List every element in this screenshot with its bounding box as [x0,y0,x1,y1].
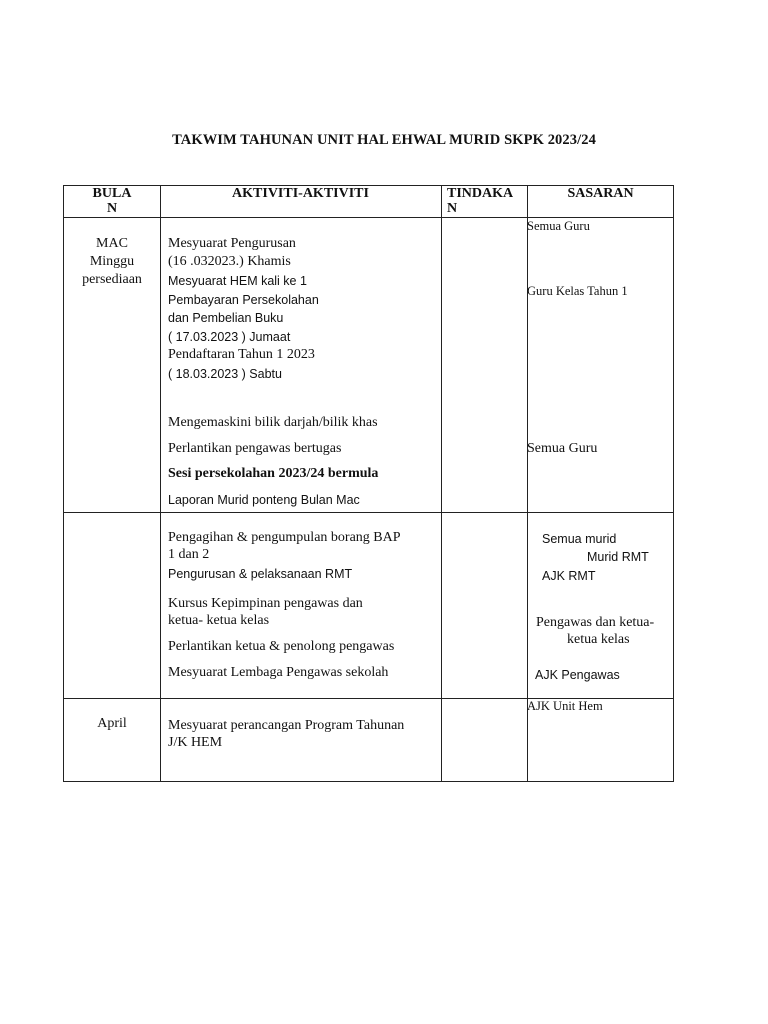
activity-item: (16 .032023.) Khamis [168,254,291,269]
column-divider [441,186,442,781]
sasaran-item: Guru Kelas Tahun 1 [527,284,628,298]
month-cell-mac [64,235,160,289]
activity-item: Mengemaskini bilik darjah/bilik khas [168,415,378,430]
document-title: TAKWIM TAHUNAN UNIT HAL EHWAL MURID SKPK 2023/24 [172,132,596,148]
activity-item: J/K HEM [168,735,223,750]
row-divider [64,512,673,513]
activity-item: Perlantikan ketua & penolong pengawas [168,639,395,654]
sasaran-item: Pengawas dan ketua- [536,615,655,630]
header-tindakan [447,186,527,217]
activity-item: ( 18.03.2023 ) Sabtu [168,367,282,381]
month-cell-april [64,715,160,733]
activity-item: ketua- ketua kelas [168,613,270,628]
activity-item: Laporan Murid ponteng Bulan Mac [168,493,360,507]
activity-item: Pendaftaran Tahun 1 2023 [168,347,315,362]
row-divider [64,217,673,218]
header-tindakan-line2: N [447,201,458,217]
header-sasaran: SASARAN [567,186,634,201]
sasaran-item: ketua kelas [567,632,630,647]
header-aktiviti: AKTIVITI-AKTIVITI [232,186,369,201]
sasaran-item: AJK RMT [542,569,596,583]
sasaran-item: Semua murid [542,532,617,546]
activity-item: Perlantikan pengawas bertugas [168,441,342,456]
column-divider [160,186,161,781]
activity-item: ( 17.03.2023 ) Jumaat [168,330,291,344]
activity-item: Pengagihan & pengumpulan borang BAP [168,530,401,545]
sasaran-item: Murid RMT [587,550,649,564]
sasaran-item: AJK Unit Hem [527,699,603,713]
sasaran-item: Semua Guru [527,219,590,233]
activity-item: Mesyuarat Pengurusan [168,236,296,251]
sasaran-item: Semua Guru [527,441,598,456]
month-sublabel: persediaan [82,271,142,287]
activity-item: Mesyuarat perancangan Program Tahunan [168,718,405,733]
activity-item: Pengurusan & pelaksanaan RMT [168,567,353,581]
activity-item: dan Pembelian Buku [168,311,284,325]
header-bulan-line1: BULA [92,186,132,201]
activity-item: Kursus Kepimpinan pengawas dan [168,596,363,611]
header-bulan [91,186,133,217]
activity-item: 1 dan 2 [168,547,210,562]
activity-item: Mesyuarat HEM kali ke 1 [168,274,307,288]
header-tindakan-line1: TINDAKA [447,186,514,201]
sasaran-item: AJK Pengawas [535,668,620,682]
activity-item: Pembayaran Persekolahan [168,293,319,307]
month-sublabel: Minggu [89,253,135,269]
month-label: MAC [96,236,128,251]
activity-item: Sesi persekolahan 2023/24 bermula [168,466,379,481]
activity-item: Mesyuarat Lembaga Pengawas sekolah [168,665,389,680]
month-label: April [97,716,127,731]
header-bulan-line2: N [106,201,118,217]
column-divider [527,186,528,781]
